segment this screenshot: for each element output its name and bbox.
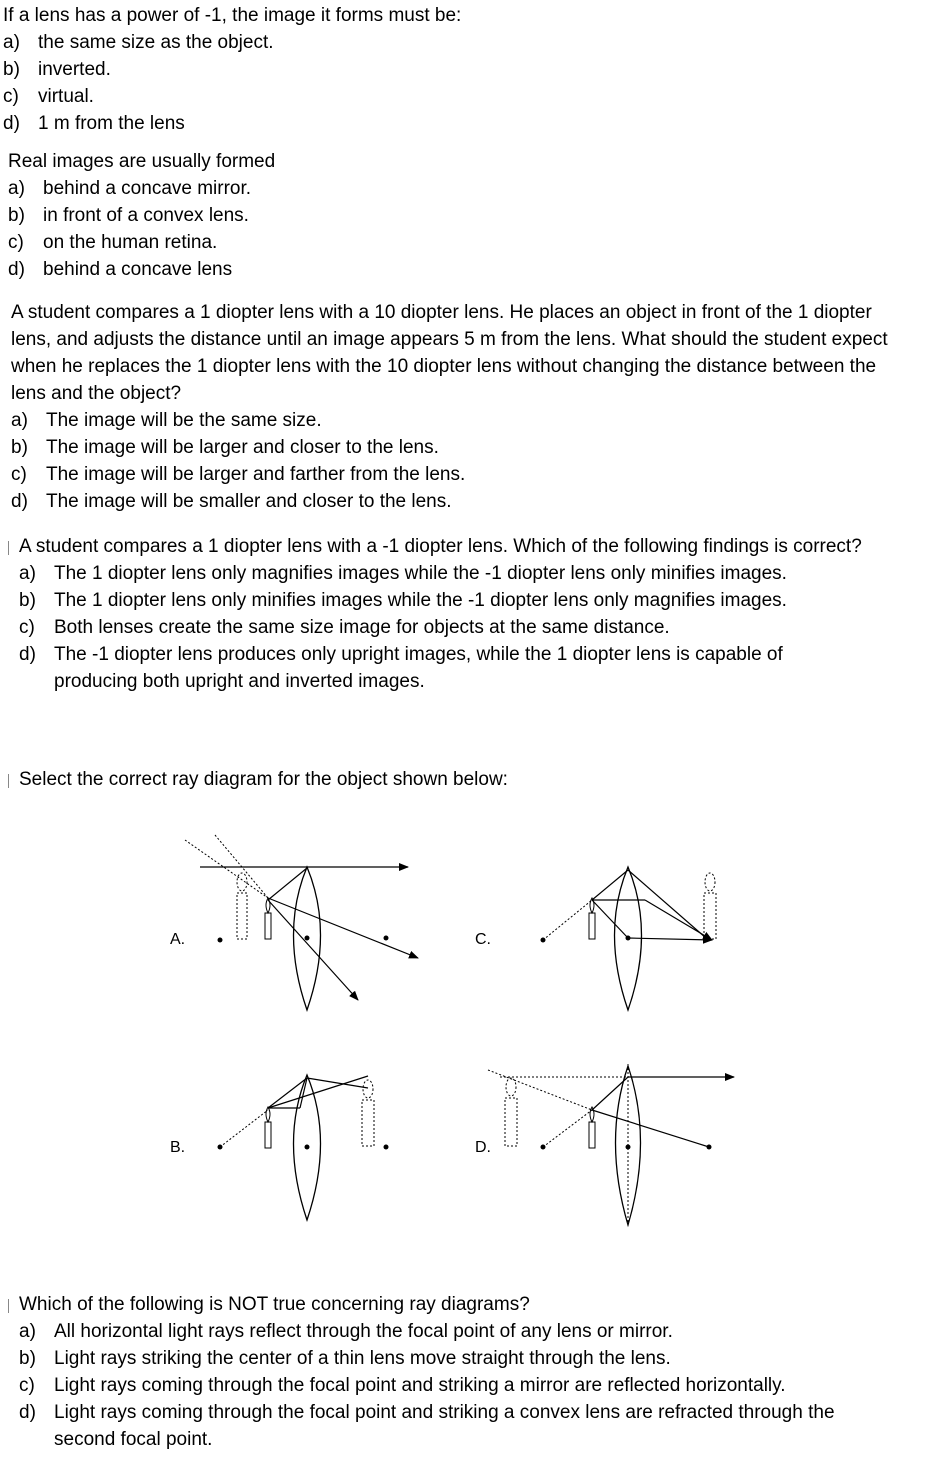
q3-option-a[interactable]: a) The image will be the same size. xyxy=(11,410,322,431)
candle-image-a xyxy=(237,893,247,939)
ray-c3 xyxy=(645,900,712,940)
flame-icon xyxy=(590,898,594,913)
ray-b3 xyxy=(307,1078,368,1088)
lens-a xyxy=(294,867,321,1010)
candle-image-c xyxy=(704,893,716,939)
lens-b xyxy=(294,1075,321,1220)
ray-a-dash1 xyxy=(185,840,268,898)
candle-image-d xyxy=(505,1098,517,1146)
q1-option-b[interactable]: b) inverted. xyxy=(3,59,111,80)
flame-icon xyxy=(266,1107,270,1122)
lens-c xyxy=(615,867,642,1010)
diagram-d-label: D. xyxy=(475,1139,491,1156)
q2-option-a[interactable]: a) behind a concave mirror. xyxy=(8,178,252,199)
focal-point-left xyxy=(541,938,546,943)
q2-option-d[interactable]: d) behind a concave lens xyxy=(8,259,233,280)
ray-c6 xyxy=(628,870,706,938)
focal-point-right xyxy=(384,936,389,941)
question-6 xyxy=(19,1291,909,1453)
flame-icon xyxy=(266,898,270,913)
q4-option-a[interactable]: a) The 1 diopter lens only magnifies images while the -1 diopter lens only minifies images. xyxy=(19,563,787,584)
question-1-stem: If a lens has a power of -1, the image it forms must be: xyxy=(3,5,462,26)
ray-c5 xyxy=(628,938,712,940)
ray-d3 xyxy=(592,1110,709,1147)
question-2 xyxy=(8,148,908,283)
diagram-a-label: A. xyxy=(170,931,186,948)
candle-object-c xyxy=(589,913,595,939)
ray-c-dash xyxy=(543,900,592,940)
ray-a4 xyxy=(268,898,418,958)
lens-center-d xyxy=(626,1145,631,1150)
q6-option-c[interactable]: c) Light rays coming through the focal point and striking a mirror are reflected horizontally. xyxy=(19,1375,786,1396)
margin-marker xyxy=(8,541,9,555)
question-2-stem: Real images are usually formed xyxy=(8,151,276,172)
margin-marker xyxy=(8,774,9,788)
lens-center-b xyxy=(305,1145,310,1150)
q1-option-c[interactable]: c) virtual. xyxy=(3,86,94,107)
diagram-b[interactable] xyxy=(170,1075,389,1220)
question-5-stem: Select the correct ray diagram for the object shown below: xyxy=(19,769,508,790)
candle-image-b xyxy=(362,1100,374,1146)
ray-d-dash3 xyxy=(543,1110,592,1147)
question-1 xyxy=(3,2,903,137)
q3-option-d[interactable]: d) The image will be smaller and closer to the lens. xyxy=(11,491,452,512)
ray-b1 xyxy=(268,1076,368,1108)
ray-c1 xyxy=(592,870,628,900)
focal-point-right xyxy=(707,1145,712,1150)
diagram-a[interactable] xyxy=(170,835,418,1010)
focal-point-right xyxy=(384,1145,389,1150)
focal-point-left xyxy=(218,1145,223,1150)
q2-option-b[interactable]: b) in front of a convex lens. xyxy=(8,205,249,226)
ray-a3 xyxy=(268,900,358,1000)
candle-object-b xyxy=(265,1122,271,1148)
focal-point-right xyxy=(704,936,709,941)
flame-image-icon xyxy=(506,1078,516,1096)
candle-object-d xyxy=(589,1122,595,1148)
q6-option-a[interactable]: a) All horizontal light rays reflect through the focal point of any lens or mirror. xyxy=(19,1321,673,1342)
ray-c4 xyxy=(592,900,628,938)
lens-center-a xyxy=(305,936,310,941)
question-4-stem: A student compares a 1 diopter lens with a -1 diopter lens. Which of the following findings is correct? xyxy=(19,536,862,557)
ray-b2 xyxy=(268,1078,307,1108)
q2-option-c[interactable]: c) on the human retina. xyxy=(8,232,218,253)
ray-b5 xyxy=(300,1078,307,1108)
ray-d-dash1 xyxy=(488,1070,592,1110)
question-6-stem: Which of the following is NOT true concerning ray diagrams? xyxy=(19,1294,530,1315)
q6-option-d[interactable]: d) Light rays coming through the focal point and striking a convex lens are refracted through the second focal point. xyxy=(19,1402,835,1450)
question-5 xyxy=(19,766,869,793)
diagram-c-label: C. xyxy=(475,931,491,948)
candle-object-a xyxy=(265,913,271,939)
question-4 xyxy=(19,533,869,695)
diagram-c[interactable] xyxy=(475,867,716,1010)
question-3-stem: A student compares a 1 diopter lens with a 10 diopter lens. He places an object in front of the 1 diopter lens, and adjusts the distance until an image appears 5 m from the lens. What should the student expect when he replaces the 1 diopter lens with the 10 diopter lens without changing the distance between the lens and the object? xyxy=(11,302,888,404)
focal-point-left xyxy=(541,1145,546,1150)
focal-point-left xyxy=(218,938,223,943)
q1-option-d[interactable]: d) 1 m from the lens xyxy=(3,113,185,134)
question-3 xyxy=(11,299,896,515)
ray-a-dash2 xyxy=(215,835,268,898)
flame-image-icon xyxy=(705,873,715,891)
q3-option-b[interactable]: b) The image will be larger and closer to the lens. xyxy=(11,437,439,458)
flame-image-icon xyxy=(237,873,247,891)
margin-marker xyxy=(8,1299,9,1313)
ray-d1 xyxy=(592,1077,628,1110)
q1-option-a[interactable]: a) the same size as the object. xyxy=(3,32,274,53)
q6-option-b[interactable]: b) Light rays striking the center of a thin lens move straight through the lens. xyxy=(19,1348,671,1369)
q4-option-b[interactable]: b) The 1 diopter lens only minifies images while the -1 diopter lens only magnifies images. xyxy=(19,590,787,611)
diagram-d[interactable] xyxy=(475,1064,734,1227)
q3-option-c[interactable]: c) The image will be larger and farther from the lens. xyxy=(11,464,466,485)
diagram-b-label: B. xyxy=(170,1139,186,1156)
lens-center-c xyxy=(626,936,631,941)
flame-icon xyxy=(590,1107,594,1122)
q4-option-c[interactable]: c) Both lenses create the same size image for objects at the same distance. xyxy=(19,617,670,638)
ray-b-dash xyxy=(220,1110,268,1147)
q4-option-d[interactable]: d) The -1 diopter lens produces only upright images, while the 1 diopter lens is capable of producing both upright and inverted images. xyxy=(19,644,783,692)
flame-image-icon xyxy=(363,1080,373,1098)
ray-a1 xyxy=(268,868,307,900)
lens-d xyxy=(616,1066,641,1225)
